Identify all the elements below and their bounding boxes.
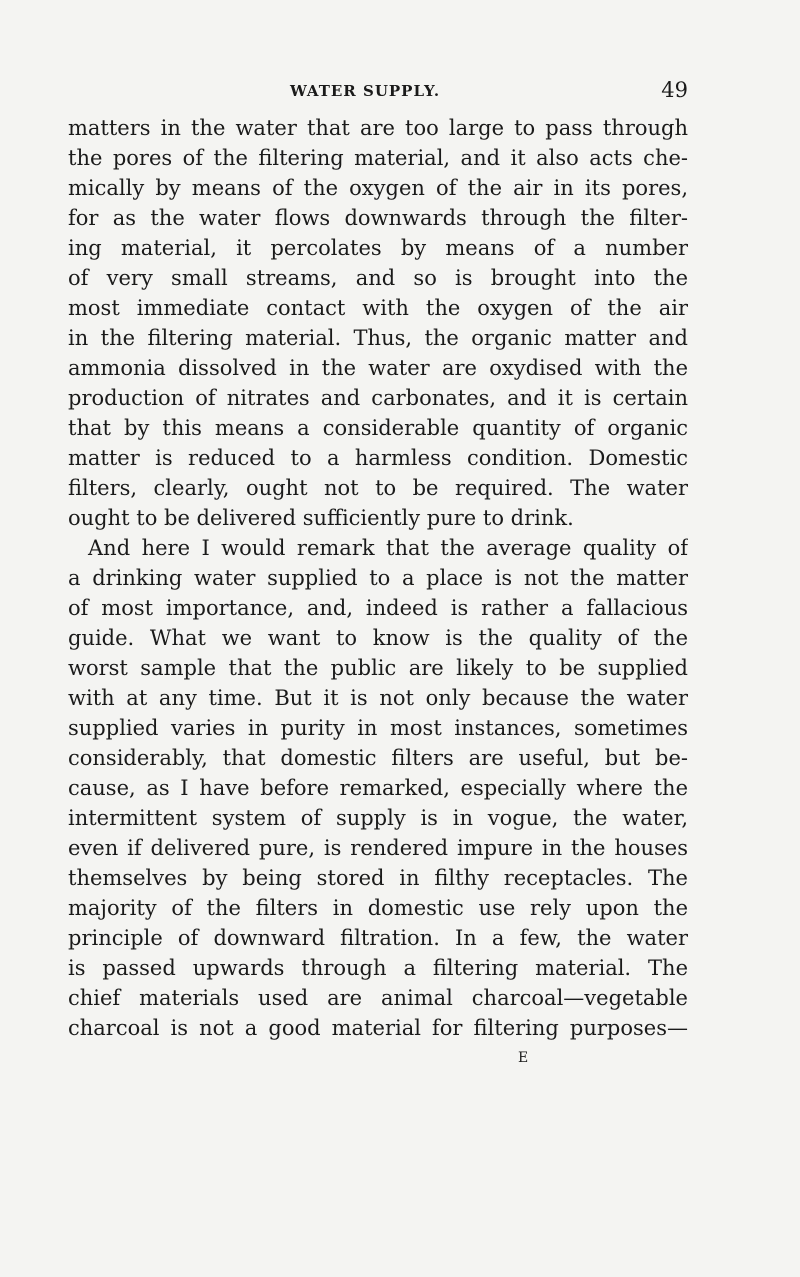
text-line: is passed upwards through a filtering material. The <box>68 956 688 980</box>
running-head: WATER SUPPLY. <box>290 82 441 100</box>
text-line: guide. What we want to know is the quality of the <box>68 626 688 650</box>
text-line: with at any time. But it is not only because the water <box>68 686 688 710</box>
text-line: mically by means of the oxygen of the air in its pores, <box>68 176 688 200</box>
text-line: matter is reduced to a harmless condition. Domestic <box>68 446 688 470</box>
text-line: ought to be delivered sufficiently pure to drink. <box>68 506 574 530</box>
text-line: a drinking water supplied to a place is not the matter <box>68 566 688 590</box>
text-line: even if delivered pure, is rendered impure in the houses <box>68 836 688 860</box>
text-line: most immediate contact with the oxygen of the air <box>68 296 688 320</box>
text-line: ing material, it percolates by means of a number <box>68 236 688 260</box>
text-line: And here I would remark that the average quality of <box>88 536 688 560</box>
text-line: matters in the water that are too large to pass through <box>68 116 688 140</box>
text-line: themselves by being stored in filthy receptacles. The <box>68 866 688 890</box>
text-line: that by this means a considerable quantity of organic <box>68 416 688 440</box>
text-line: chief materials used are animal charcoal—vegetable <box>68 986 688 1010</box>
text-line: worst sample that the public are likely to be supplied <box>68 656 688 680</box>
text-line: filters, clearly, ought not to be required. The water <box>68 476 688 500</box>
body-text <box>68 113 688 1043</box>
text-line: of very small streams, and so is brought into the <box>68 266 688 290</box>
text-line: for as the water flows downwards through the filter- <box>68 206 688 230</box>
signature-mark: E <box>518 1050 530 1066</box>
text-line: charcoal is not a good material for filtering purposes— <box>68 1016 688 1040</box>
text-line: intermittent system of supply is in vogue, the water, <box>68 806 688 830</box>
text-line: supplied varies in purity in most instances, sometimes <box>68 716 688 740</box>
text-line: in the filtering material. Thus, the organic matter and <box>68 326 688 350</box>
text-line: considerably, that domestic filters are useful, but be- <box>68 746 688 770</box>
page-header <box>68 78 688 104</box>
text-line: cause, as I have before remarked, especially where the <box>68 776 688 800</box>
text-line: majority of the filters in domestic use rely upon the <box>68 896 688 920</box>
page-number: 49 <box>661 78 688 102</box>
text-line: the pores of the filtering material, and it also acts che- <box>68 146 688 170</box>
text-line: ammonia dissolved in the water are oxydised with the <box>68 356 688 380</box>
text-line: of most importance, and, indeed is rather a fallacious <box>68 596 688 620</box>
text-line: principle of downward filtration. In a few, the water <box>68 926 688 950</box>
text-line: production of nitrates and carbonates, and it is certain <box>68 386 688 410</box>
